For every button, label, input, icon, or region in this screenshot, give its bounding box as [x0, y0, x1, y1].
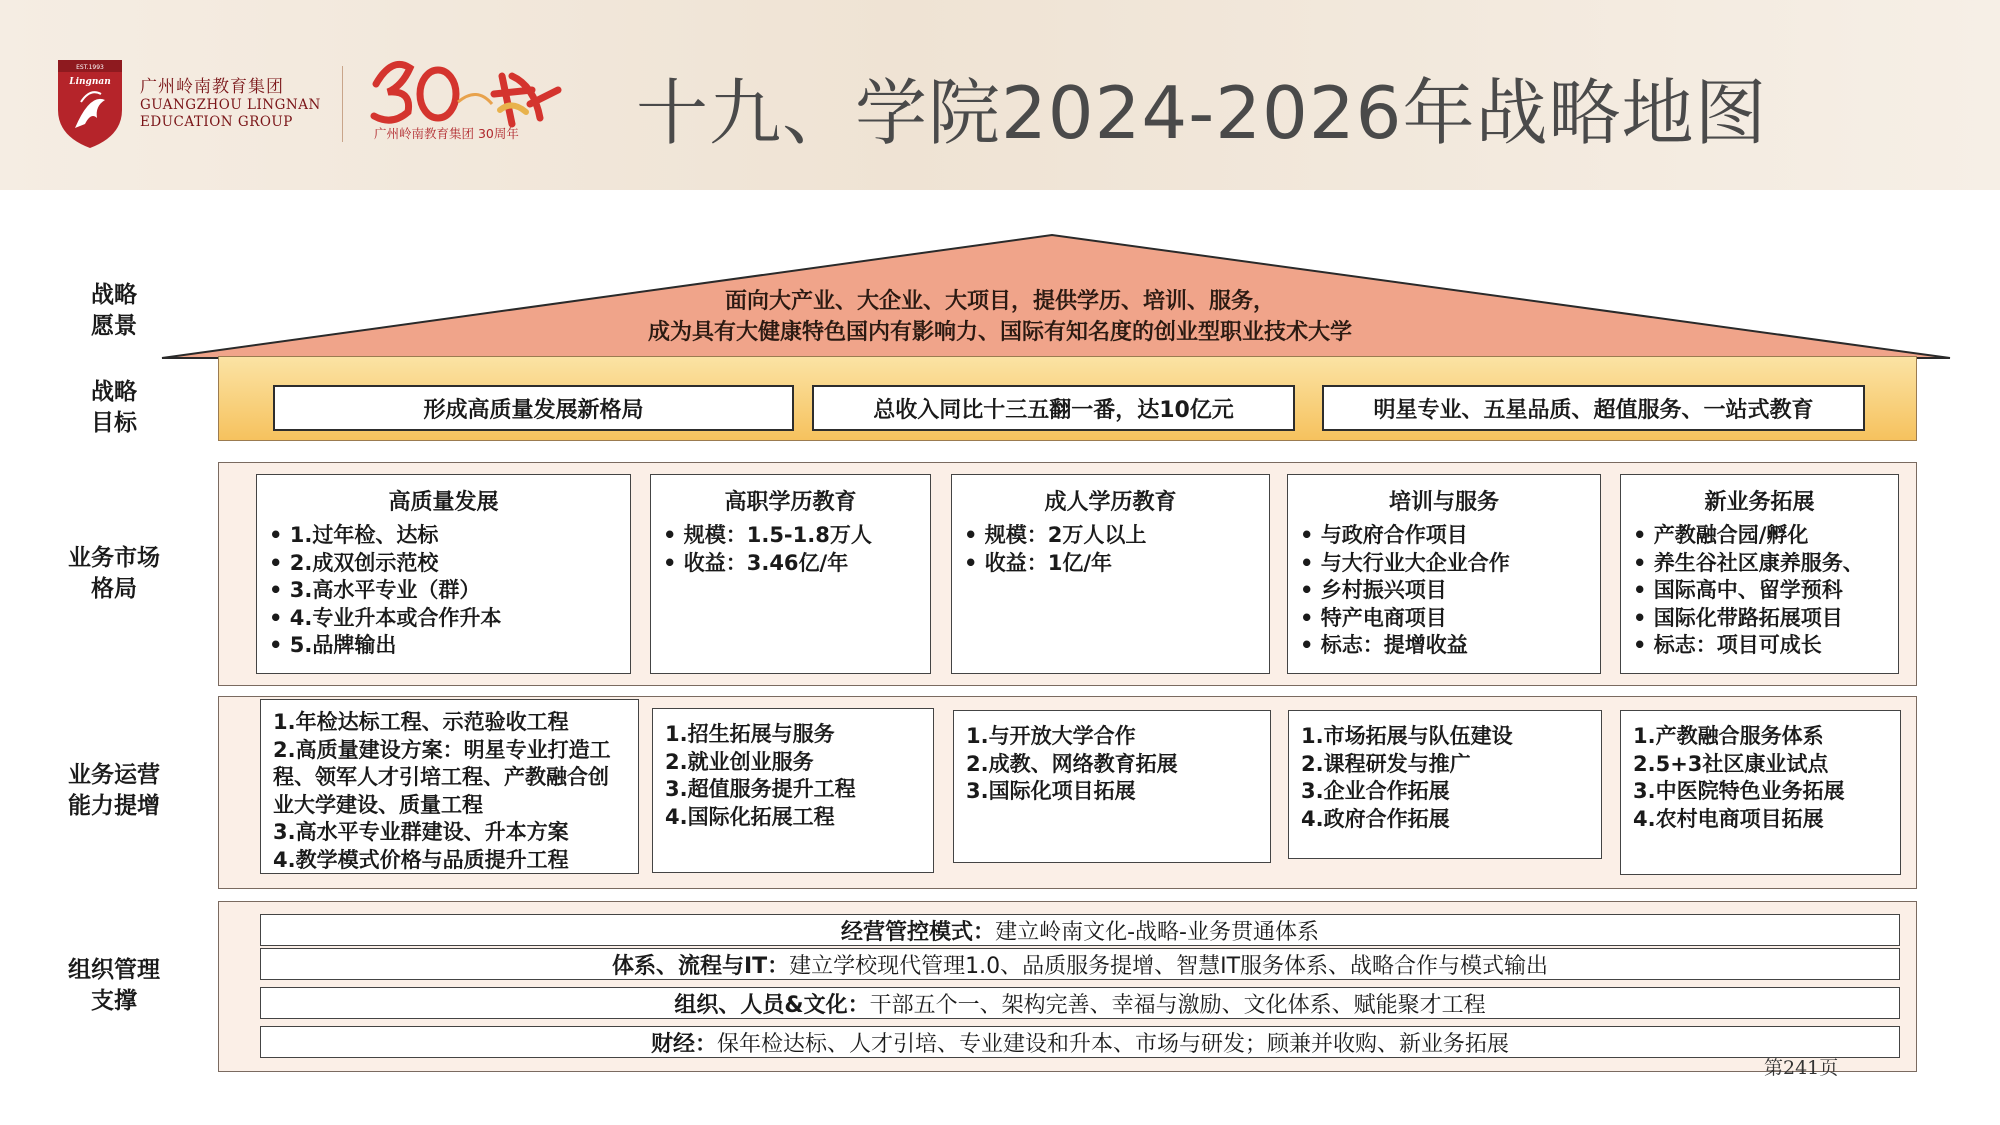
market-item: • 国际化带路拓展项目 [1633, 605, 1843, 630]
market-item: • 养生谷社区康养服务、 [1633, 550, 1864, 575]
logo-english-line-2: EDUCATION GROUP [140, 114, 293, 130]
market-item: • 乡村振兴项目 [1300, 578, 1447, 602]
row-label-vision-text: 战略 愿景 [91, 282, 137, 339]
vision-line-2: 成为具有大健康特色国内有影响力、国际有知名度的创业型职业技术大学 [647, 320, 1352, 345]
capability-card-5 [1620, 710, 1901, 875]
capability-item: 2.高质量建设方案：明星专业打造工程、领军人才引培工程、产教融合创业大学建设、质量工程 [273, 737, 611, 817]
capability-item: 3.高水平专业群建设、升本方案 [273, 820, 569, 844]
capability-item: 1.市场拓展与队伍建设 [1301, 724, 1513, 748]
market-card-title: 成人学历教育 [1044, 490, 1177, 515]
capability-item: 2.5+3社区康业试点 [1633, 751, 1829, 776]
logo-english-line-1: GUANGZHOU LINGNAN [140, 97, 321, 113]
row-label-org-text: 组织管理 支撑 [68, 957, 160, 1014]
market-item: • 2.成双创示范校 [269, 550, 439, 575]
market-item: • 4.专业升本或合作升本 [269, 605, 502, 630]
capability-card-1 [260, 699, 639, 874]
market-card-vocational [650, 474, 931, 674]
org-row-label: 体系、流程与IT： [611, 953, 790, 979]
market-item: • 规模：2万人以上 [964, 523, 1147, 547]
row-label-capability [58, 760, 170, 822]
org-row-label: 经营管控模式： [841, 919, 996, 945]
market-item: • 与大行业大企业合作 [1300, 550, 1510, 575]
row-label-goals [58, 377, 170, 439]
capability-item: 3.企业合作拓展 [1301, 779, 1450, 803]
goal-box-3: 明星专业、五星品质、超值服务、一站式教育 [1322, 385, 1865, 431]
row-label-capability-text: 业务运营 能力提增 [68, 762, 160, 819]
row-label-goals-text: 战略 目标 [91, 379, 137, 436]
market-card-new-business [1620, 474, 1899, 674]
market-item: • 3.高水平专业（群） [269, 578, 481, 602]
market-card-training [1287, 474, 1601, 674]
market-item: • 标志：提增收益 [1300, 633, 1468, 657]
logo-chinese-name: 广州岭南教育集团 [140, 77, 284, 97]
org-row-system-it [260, 948, 1900, 980]
market-card-title: 高职学历教育 [724, 490, 857, 515]
capability-item: 4.农村电商项目拓展 [1633, 806, 1824, 831]
capability-item: 4.政府合作拓展 [1301, 806, 1450, 831]
row-label-market [58, 543, 170, 605]
org-row-management [260, 914, 1900, 946]
goal-box-2: 总收入同比十三五翻一番，达10亿元 [812, 385, 1295, 431]
market-item: • 与政府合作项目 [1300, 523, 1468, 547]
market-item: • 国际高中、留学预科 [1633, 578, 1843, 602]
capability-item: 1.年检达标工程、示范验收工程 [273, 710, 569, 734]
row-label-market-text: 业务市场 格局 [68, 545, 160, 602]
market-item: • 标志：项目可成长 [1633, 633, 1822, 657]
capability-item: 2.就业创业服务 [665, 749, 814, 774]
anniversary-caption: 广州岭南教育集团 30周年 [374, 126, 519, 141]
market-card-adult-education [951, 474, 1270, 674]
market-item: • 5.品牌输出 [269, 633, 397, 657]
capability-item: 2.成教、网络教育拓展 [966, 751, 1178, 776]
market-card-title: 培训与服务 [1388, 490, 1499, 515]
org-row-text: 建立岭南文化-战略-业务贯通体系 [995, 919, 1319, 945]
org-row-finance [260, 1026, 1900, 1058]
row-label-org [58, 955, 170, 1017]
market-item: • 收益：3.46亿/年 [663, 550, 849, 575]
capability-item: 1.与开放大学合作 [966, 724, 1136, 748]
org-row-text: 建立学校现代管理1.0、品质服务提增、智慧IT服务体系、战略合作与模式输出 [789, 953, 1549, 979]
market-card-high-quality [256, 474, 631, 674]
market-item: • 收益：1亿/年 [964, 550, 1113, 575]
goal-box-1: 形成高质量发展新格局 [273, 385, 794, 431]
page-title: 十九、学院2024-2026年战略地图 [636, 71, 1768, 155]
svg-text:EST.1993: EST.1993 [76, 64, 104, 71]
row-label-vision [58, 280, 170, 342]
org-row-culture [260, 987, 1900, 1019]
market-card-title: 高质量发展 [388, 490, 499, 515]
market-item: • 产教融合园/孵化 [1633, 523, 1809, 547]
capability-item: 3.中医院特色业务拓展 [1633, 779, 1845, 803]
capability-card-2 [652, 708, 934, 873]
market-item: • 特产电商项目 [1300, 605, 1447, 630]
org-row-label: 财经： [650, 1031, 717, 1057]
market-card-title: 新业务拓展 [1704, 490, 1815, 515]
capability-item: 1.招生拓展与服务 [665, 722, 835, 746]
capability-card-3 [953, 710, 1271, 863]
svg-text:Lingnan: Lingnan [69, 77, 111, 87]
market-item: • 1.过年检、达标 [269, 523, 439, 547]
capability-item: 3.国际化项目拓展 [966, 779, 1136, 803]
market-item: • 规模：1.5-1.8万人 [663, 523, 872, 547]
capability-item: 4.教学模式价格与品质提升工程 [273, 847, 569, 872]
capability-item: 1.产教融合服务体系 [1633, 724, 1824, 748]
org-row-text: 保年检达标、人才引培、专业建设和升本、市场与研发；顾兼并收购、新业务拓展 [717, 1031, 1510, 1057]
capability-card-4 [1288, 710, 1602, 859]
capability-item: 4.国际化拓展工程 [665, 804, 835, 829]
vision-line-1: 面向大产业、大企业、大项目，提供学历、培训、服务， [724, 289, 1275, 314]
org-row-text: 干部五个一、架构完善、幸福与激励、文化体系、赋能聚才工程 [869, 992, 1486, 1018]
page-number: 第241页 [1764, 1057, 1839, 1079]
org-row-label: 组织、人员&文化： [674, 992, 870, 1018]
capability-item: 2.课程研发与推广 [1301, 751, 1471, 776]
capability-item: 3.超值服务提升工程 [665, 777, 856, 801]
